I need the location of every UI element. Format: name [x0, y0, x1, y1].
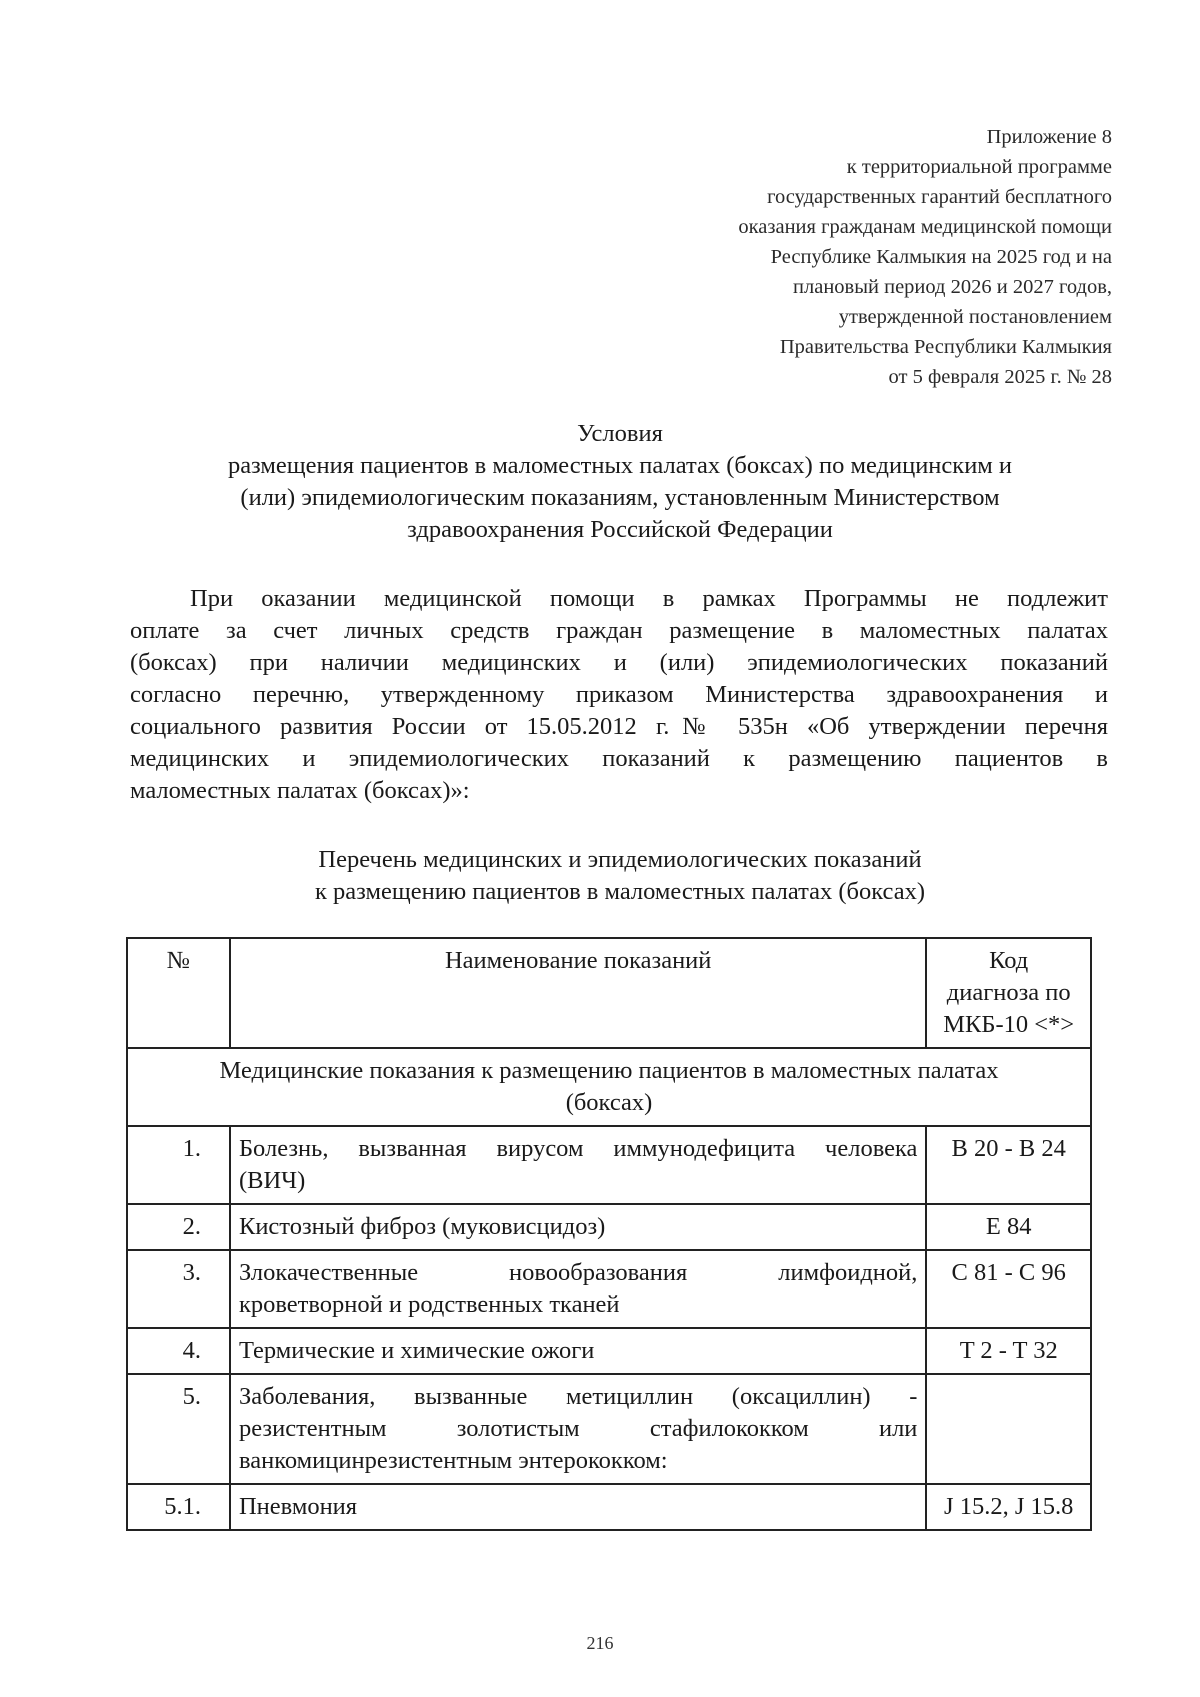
row-name: [230, 1250, 926, 1328]
table-row: [127, 1204, 1091, 1250]
intro-line: При оказании медицинской помощи в рамках Программы не подлежит: [190, 585, 1108, 612]
table-header-row: [127, 938, 1091, 1048]
appendix-line: плановый период 2026 и 2027 годов,: [793, 276, 1112, 298]
appendix-line: Правительства Республики Калмыкия: [779, 336, 1112, 358]
header-code-line: МКБ-10 <*>: [943, 1011, 1075, 1038]
list-title-line: Перечень медицинских и эпидемиологических показаний: [318, 846, 922, 873]
row-name-line: Болезнь, вызванная вирусом иммунодефицита человека: [238, 1135, 918, 1162]
row-name: [230, 1204, 926, 1250]
appendix-header: [552, 122, 1112, 392]
intro-line: оплате за счет личных средств граждан размещение в маломестных палатах: [130, 617, 1108, 644]
row-name: [230, 1484, 926, 1530]
intro-paragraph: [130, 583, 1108, 807]
page-number: 216: [586, 1633, 614, 1653]
row-code: T 2 - T 32: [926, 1328, 1091, 1374]
row-num: 5.: [127, 1374, 230, 1484]
section-title: [127, 1048, 1091, 1126]
row-code: [926, 1374, 1091, 1484]
row-name-line: Злокачественные новообразования лимфоидной,: [238, 1259, 918, 1286]
header-code-line: диагноза по: [946, 979, 1071, 1006]
header-code-line: Код: [989, 947, 1029, 974]
header-name: Наименование показаний: [230, 938, 926, 1048]
table-row: [127, 1484, 1091, 1530]
header-code: [926, 938, 1091, 1048]
row-code: C 81 - C 96: [926, 1250, 1091, 1328]
document-title: [130, 418, 1110, 546]
appendix-line: оказания гражданам медицинской помощи: [738, 216, 1112, 238]
intro-line: (боксах) при наличии медицинских и (или) эпидемиологических показаний: [130, 649, 1108, 676]
row-name: [230, 1126, 926, 1204]
indications-table: [126, 937, 1092, 1531]
list-title: [130, 844, 1110, 908]
list-title-line: к размещению пациентов в маломестных палатах (боксах): [315, 878, 925, 905]
row-code: E 84: [926, 1204, 1091, 1250]
row-num: 2.: [127, 1204, 230, 1250]
row-num: 1.: [127, 1126, 230, 1204]
row-name-line: (ВИЧ): [238, 1167, 306, 1194]
row-name-line: резистентным золотистым стафилококком или: [238, 1415, 918, 1442]
intro-line: согласно перечню, утвержденному приказом Министерства здравоохранения и: [130, 681, 1108, 708]
section-line: (боксах): [565, 1089, 653, 1116]
intro-line: социального развития России от 15.05.2012 г.№ 535н «Об утверждении перечня: [130, 713, 1108, 740]
row-name-line: Термические и химические ожоги: [238, 1337, 595, 1364]
row-name-line: Кистозный фиброз (муковисцидоз): [238, 1213, 606, 1240]
title-heading: Условия: [577, 420, 663, 447]
title-line: размещения пациентов в маломестных палатах (боксах) по медицинским и: [227, 452, 1013, 479]
title-line: (или) эпидемиологическим показаниям, установленным Министерством: [240, 484, 1000, 511]
row-name: [230, 1374, 926, 1484]
table-row: [127, 1250, 1091, 1328]
header-num: №: [127, 938, 230, 1048]
row-num: 5.1.: [127, 1484, 230, 1530]
section-line: Медицинские показания к размещению пациентов в маломестных палатах: [219, 1057, 999, 1084]
row-name-line: кроветворной и родственных тканей: [238, 1291, 620, 1318]
intro-line: маломестных палатах (боксах)»:: [130, 777, 470, 804]
intro-line: медицинских и эпидемиологических показаний к размещению пациентов в: [130, 745, 1108, 772]
row-code: J 15.2, J 15.8: [926, 1484, 1091, 1530]
appendix-line: государственных гарантий бесплатного: [767, 186, 1112, 208]
row-name-line: Заболевания, вызванные метициллин (оксациллин) -: [238, 1383, 918, 1410]
table-row: [127, 1328, 1091, 1374]
table-row: [127, 1126, 1091, 1204]
appendix-line: утвержденной постановлением: [838, 306, 1112, 328]
title-line: здравоохранения Российской Федерации: [407, 516, 833, 543]
row-num: 3.: [127, 1250, 230, 1328]
table-row: [127, 1374, 1091, 1484]
row-name: [230, 1328, 926, 1374]
row-num: 4.: [127, 1328, 230, 1374]
appendix-line: от 5 февраля 2025 г. № 28: [888, 366, 1112, 388]
section-row: [127, 1048, 1091, 1126]
row-name-line: Пневмония: [238, 1493, 358, 1520]
appendix-line: к территориальной программе: [846, 156, 1112, 178]
appendix-line: Республике Калмыкия на 2025 год и на: [770, 246, 1112, 268]
appendix-line: Приложение 8: [986, 126, 1112, 148]
row-code: B 20 - B 24: [926, 1126, 1091, 1204]
row-name-line: ванкомицинрезистентным энтерококком:: [238, 1447, 668, 1474]
